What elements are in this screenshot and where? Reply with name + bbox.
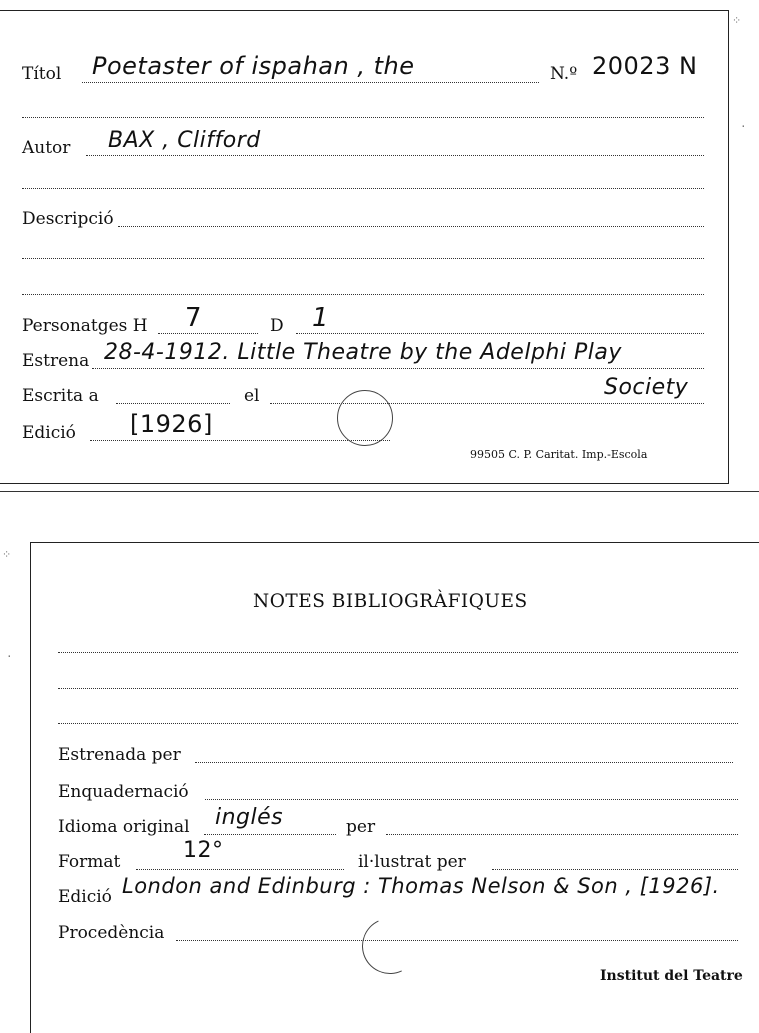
personatges-d-label: D	[270, 316, 284, 336]
estrena-value-cont: Society	[604, 375, 689, 400]
idioma-value: inglés	[215, 805, 284, 830]
illustrat-label: il·lustrat per	[358, 852, 466, 872]
punch-hole	[337, 390, 393, 446]
enquadernacio-line	[205, 799, 738, 800]
descripcio-label: Descripció	[22, 209, 114, 229]
autor-line	[86, 155, 704, 156]
procedencia-line	[176, 940, 738, 941]
idioma-label: Idioma original	[58, 817, 190, 837]
estrena-line	[92, 368, 704, 369]
idioma-line	[204, 834, 336, 835]
estrenada-label: Estrenada per	[58, 745, 181, 765]
estrena-value: 28-4-1912. Little Theatre by the Adelphi Play	[104, 340, 622, 365]
num-value: 20023 N	[592, 52, 698, 80]
autor-label: Autor	[22, 138, 71, 158]
illustrat-line	[492, 869, 738, 870]
escrita-label: Escrita a	[22, 386, 99, 406]
edicio-label: Edició	[22, 423, 76, 443]
notes-line-2	[58, 688, 738, 689]
institut-imprint: Institut del Teatre	[600, 968, 743, 984]
enquadernacio-label: Enquadernació	[58, 782, 189, 802]
titol-line-2	[22, 117, 704, 118]
scan-speck: ·	[6, 650, 13, 663]
scan-speck: ·	[740, 120, 747, 133]
procedencia-label: Procedència	[58, 923, 165, 943]
scan-speck: ⁘	[732, 14, 742, 27]
el-line	[270, 403, 704, 404]
el-label: el	[244, 386, 260, 406]
scan-speck: ⁘	[2, 548, 12, 561]
card-separator	[0, 491, 759, 492]
descripcio-line	[118, 226, 704, 227]
autor-line-2	[22, 188, 704, 189]
escrita-line	[116, 403, 230, 404]
personatges-h-value: 7	[185, 303, 203, 333]
edicio-value: [1926]	[130, 410, 213, 438]
per-label: per	[346, 817, 376, 837]
format-line	[136, 869, 344, 870]
notes-line-1	[58, 652, 738, 653]
personatges-label: Personatges H	[22, 316, 148, 336]
autor-value: BAX , Clifford	[108, 128, 261, 153]
titol-label: Títol	[22, 64, 62, 84]
titol-line	[82, 82, 539, 83]
descripcio-line-3	[22, 294, 704, 295]
num-label: N.º	[550, 64, 578, 84]
edicio-line	[90, 440, 390, 441]
format-label: Format	[58, 852, 121, 872]
notes-heading: NOTES BIBLIOGRÀFIQUES	[253, 591, 528, 612]
estrena-label: Estrena	[22, 351, 90, 371]
printer-imprint: 99505 C. P. Caritat. Imp.-Escola	[470, 448, 648, 461]
estrenada-line	[195, 762, 733, 763]
format-value: 12°	[183, 838, 224, 863]
edicio2-value: London and Edinburg : Thomas Nelson & Son , [1926].	[122, 874, 720, 898]
titol-value: Poetaster of ispahan , the	[92, 52, 415, 80]
descripcio-line-2	[22, 258, 704, 259]
per-line	[386, 834, 738, 835]
personatges-d-line	[296, 333, 704, 334]
personatges-h-line	[158, 333, 258, 334]
notes-line-3	[58, 723, 738, 724]
edicio2-label: Edició	[58, 887, 112, 907]
personatges-d-value: 1	[312, 303, 330, 333]
